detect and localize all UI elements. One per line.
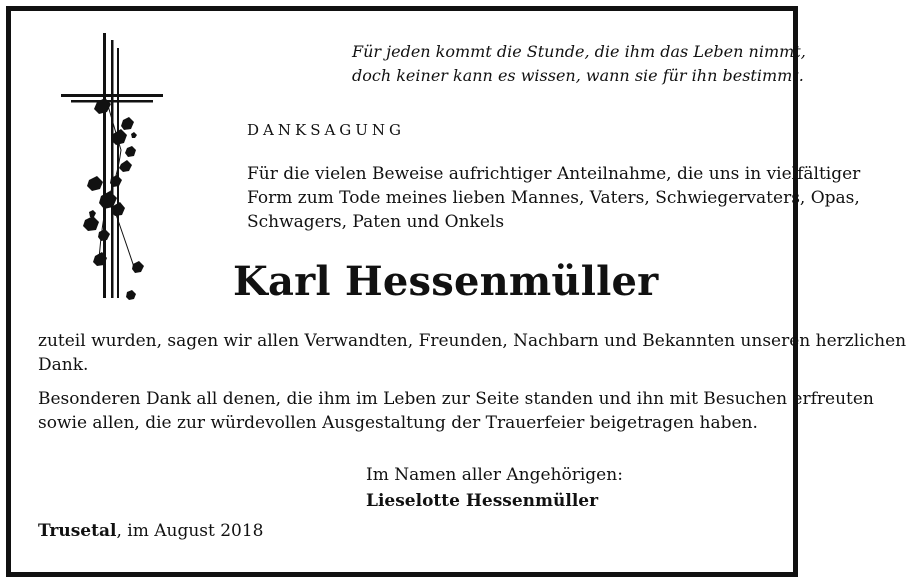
thanks-line-1: zuteil wurden, sagen wir allen Verwandten, Freunden, Nachbarn und Bekannten unseren herzlichen (38, 331, 906, 351)
place: Trusetal (38, 521, 117, 541)
signature-name: Lieselotte Hessenmüller (366, 491, 599, 511)
quote-line-1: Für jeden kommt die Stunde, die ihm das Leben nimmt, (352, 42, 806, 61)
intro-line-2: Form zum Tode meines lieben Mannes, Vaters, Schwiegervaters, Opas, (247, 188, 860, 208)
place-date (38, 521, 264, 541)
intro-line-3: Schwagers, Paten und Onkels (247, 212, 505, 232)
intro-line-1: Für die vielen Beweise aufrichtiger Anteilnahme, die uns in vielfältiger (247, 164, 861, 184)
cross-with-ivy-icon (55, 30, 170, 305)
quote-line-2: doch keiner kann es wissen, wann sie für ihn bestimmt. (352, 66, 804, 85)
thanks-line-2: Dank. (38, 355, 89, 375)
deceased-name: Karl Hessenmüller (233, 258, 659, 305)
signature-intro: Im Namen aller Angehörigen: (366, 465, 623, 485)
special-thanks-line-2: sowie allen, die zur würdevollen Ausgestaltung der Trauerfeier beigetragen haben. (38, 413, 758, 433)
date-text: , im August 2018 (116, 521, 264, 541)
heading: DANKSAGUNG (247, 121, 406, 139)
special-thanks-line-1: Besonderen Dank all denen, die ihm im Leben zur Seite standen und ihn mit Besuchen erfreuten (38, 389, 874, 409)
